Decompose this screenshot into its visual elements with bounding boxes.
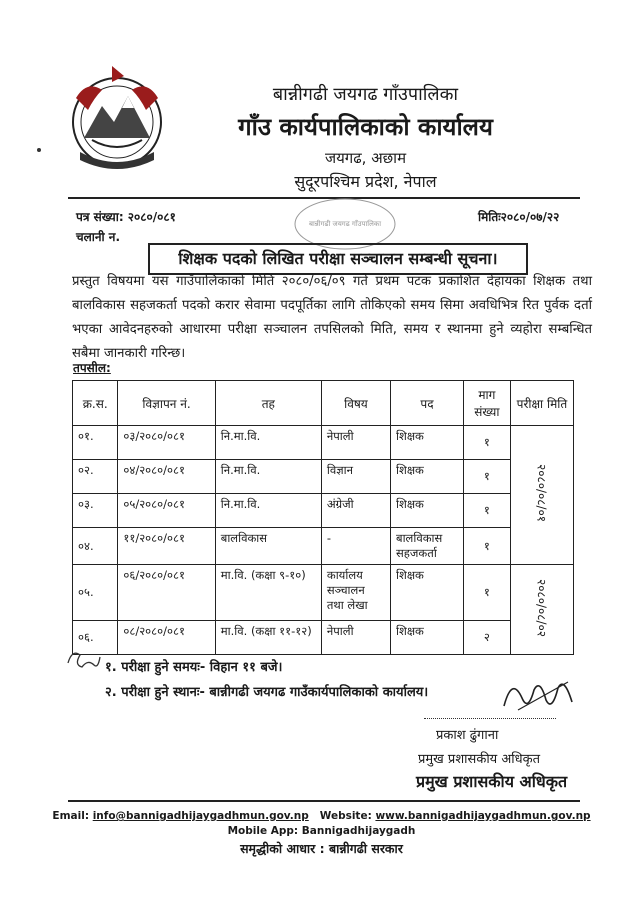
cell-count: १ <box>463 460 510 494</box>
exam-place-note: २. परीक्षा हुने स्थानः- बान्नीगढी जयगढ गाउँकार्यपालिकाको कार्यालय। <box>105 685 429 700</box>
office-province: सुदूरपश्चिम प्रदेश, नेपाल <box>294 172 437 191</box>
cell-sn: ०१. <box>73 426 118 460</box>
cell-subject: - <box>321 528 390 565</box>
reference-number: पत्र संख्या: २०८०/०८१ <box>76 210 176 224</box>
cell-adv: ०३/२०८०/०८१ <box>118 426 215 460</box>
cell-subject: अंग्रेजी <box>321 494 390 528</box>
col-exam-date: परीक्षा मिति <box>510 381 573 426</box>
exam-schedule-table <box>72 380 574 655</box>
cell-subject: विज्ञान <box>321 460 390 494</box>
cell-subject: नेपाली <box>321 621 390 655</box>
col-advertisement: विज्ञापन नं. <box>118 381 215 426</box>
cell-post: शिक्षक <box>391 426 464 460</box>
officer-signature <box>498 672 580 718</box>
initials-signature <box>64 645 102 673</box>
footer-app: Mobile App: Bannigadhijaygadh <box>227 825 416 837</box>
municipality-name: बान्नीगढी जयगढ गाँउपालिका <box>272 84 459 105</box>
cell-count: २ <box>463 621 510 655</box>
cell-count: १ <box>463 426 510 460</box>
office-name: गाँउ कार्यपालिकाको कार्यालय <box>238 113 493 141</box>
cell-adv: ११/२०८०/०८१ <box>118 528 215 565</box>
notice-body: प्रस्तुत विषयमा यस गाउँपालिकाको मिति २०८०/०६/०९ गते प्रथम पटक प्रकाशित देहायका शिक्षक तथा बालविकास सहजकर्ता पदको करार सेवामा पदपूर्तिका लागि तोकिएको समय सिमा अवधिभित्र रित पुर्वक दर्ता भएका आवेदनहरुको आधारमा परीक्षा सञ्चालन तपसिलको मिति, समय र स्थानमा हुने व्यहोरा सम्बन्धित सबैमा जानकारी गरिन्छ। <box>72 274 592 361</box>
cell-post: शिक्षक <box>391 565 464 621</box>
letter-date: मितिः२०८०/०७/२२ <box>478 210 560 224</box>
cell-count: १ <box>463 528 510 565</box>
exam-time-note: १. परीक्षा हुने समयः- विहान ११ बजे। <box>105 660 283 675</box>
col-subject: विषय <box>321 381 390 426</box>
cell-level: मा.वि. (कक्षा ९-१०) <box>215 565 321 621</box>
exam-date-cell-2 <box>510 565 573 655</box>
website-label: Website: <box>319 810 372 822</box>
exam-date-2: २०८०/०८/०२ <box>534 578 549 637</box>
cell-adv: ०८/२०८०/०८१ <box>118 621 215 655</box>
cell-subject: नेपाली <box>321 426 390 460</box>
cell-sn: ०६. <box>73 621 118 655</box>
cell-sn: ०३. <box>73 494 118 528</box>
table-row <box>73 426 574 460</box>
dispatch-number: चलानी न. <box>76 230 121 244</box>
cell-level: नि.मा.वि. <box>215 460 321 494</box>
table-row <box>73 460 574 494</box>
cell-level: मा.वि. (कक्षा ११-१२) <box>215 621 321 655</box>
cell-adv: ०४/२०८०/०८१ <box>118 460 215 494</box>
cell-level: बालविकास <box>215 528 321 565</box>
table-row <box>73 528 574 565</box>
col-sn: क्र.स. <box>73 381 118 426</box>
cell-post: शिक्षक <box>391 460 464 494</box>
cell-adv: ०६/२०८०/०८१ <box>118 565 215 621</box>
email-label: Email: <box>52 810 90 822</box>
footer-slogan: समृद्धीको आधार : बान्नीगढी सरकार <box>240 841 403 856</box>
footer-divider <box>68 800 580 802</box>
cell-count: १ <box>463 565 510 621</box>
stamp-text: बान्नीगढी जयगढ गाँउपालिका <box>308 220 382 228</box>
email-link[interactable]: info@bannigadhijaygadhmun.gov.np <box>92 810 309 822</box>
cell-post: शिक्षक <box>391 621 464 655</box>
signature-line <box>424 718 556 719</box>
office-place: जयगढ, अछाम <box>324 149 407 167</box>
cell-sn: ०२. <box>73 460 118 494</box>
signatory-title: प्रमुख प्रशासकीय अधिकृत <box>418 752 541 767</box>
signatory-stamp-title: प्रमुख प्रशासकीय अधिकृत <box>416 772 568 791</box>
cell-post: बालविकास सहजकर्ता <box>391 528 464 565</box>
cell-count: १ <box>463 494 510 528</box>
cell-post: शिक्षक <box>391 494 464 528</box>
col-level: तह <box>215 381 321 426</box>
col-post: पद <box>391 381 464 426</box>
footer-contact <box>0 810 643 822</box>
cell-subject: कार्यालय सञ्चालन तथा लेखा <box>321 565 390 621</box>
table-row <box>73 494 574 528</box>
notice-title: शिक्षक पदको लिखित परीक्षा सञ्चालन सम्बन्धी सूचना। <box>148 243 528 275</box>
table-row <box>73 621 574 655</box>
cell-sn: ०४. <box>73 528 118 565</box>
table-row <box>73 565 574 621</box>
website-link[interactable]: www.bannigadhijaygadhmun.gov.np <box>375 810 591 822</box>
exam-date-1: २०८०/०८/०१ <box>534 464 549 523</box>
col-count: माग संख्या <box>463 381 510 426</box>
cell-sn: ०५. <box>73 565 118 621</box>
signatory-name: प्रकाश ढुंगाना <box>436 728 499 743</box>
cell-adv: ०५/२०८०/०८१ <box>118 494 215 528</box>
tapsil-label: तपसील: <box>73 361 111 375</box>
table-header-row <box>73 381 574 426</box>
cell-level: नि.मा.वि. <box>215 494 321 528</box>
cell-level: नि.मा.वि. <box>215 426 321 460</box>
exam-date-cell-1 <box>510 426 573 565</box>
